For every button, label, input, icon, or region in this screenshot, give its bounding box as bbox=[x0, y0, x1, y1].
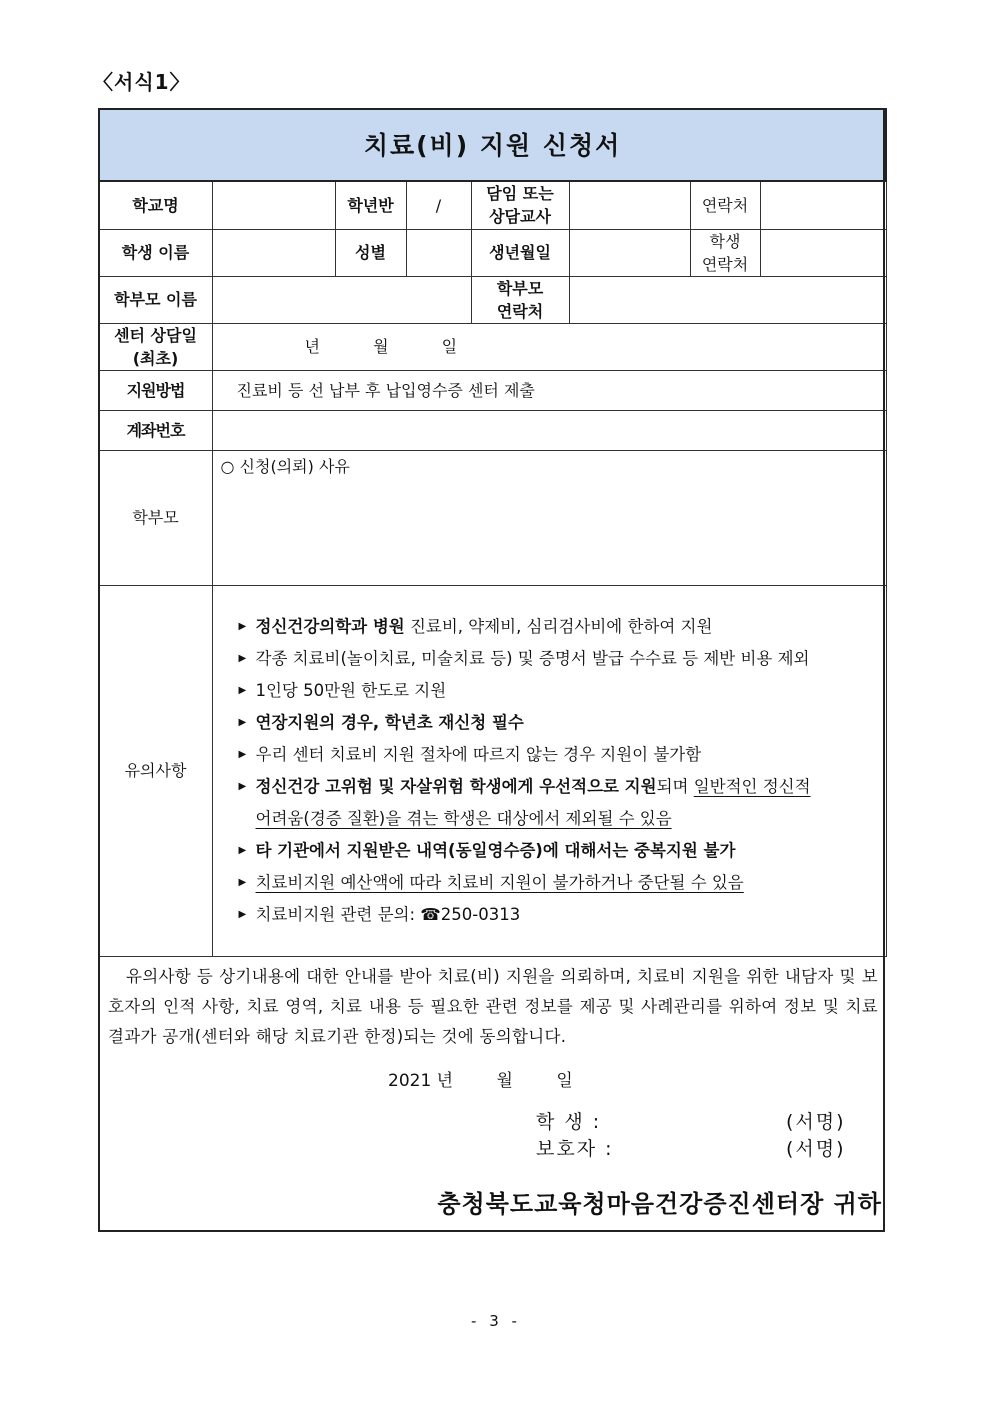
application-day: 일 bbox=[556, 1071, 573, 1091]
triangle-bullet-icon: ▶ bbox=[238, 716, 247, 728]
recipient: 충청북도교육청마음건강증진센터장 귀하 bbox=[437, 1190, 882, 1218]
triangle-bullet-icon: ▶ bbox=[238, 620, 247, 632]
form-label: 〈서식1〉 bbox=[93, 70, 191, 94]
account-number-label: 계좌번호 bbox=[99, 410, 212, 450]
note-item: ▶ 정신건강의학과 병원 진료비, 약제비, 심리검사비에 한하여 지원 bbox=[239, 611, 878, 643]
triangle-bullet-icon: ▶ bbox=[238, 780, 247, 792]
guardian-signature-field[interactable]: (서명) bbox=[786, 1138, 846, 1160]
form-title: 치료(비) 지원 신청서 bbox=[99, 109, 886, 181]
triangle-bullet-icon: ▶ bbox=[238, 908, 247, 920]
gender-label: 성별 bbox=[335, 229, 406, 276]
teacher-label-line1: 담임 또는 bbox=[486, 184, 554, 204]
triangle-bullet-icon: ▶ bbox=[238, 876, 247, 888]
notes-label: 유의사항 bbox=[99, 585, 212, 956]
request-reason-prompt: ○ 신청(의뢰) 사유 bbox=[220, 456, 350, 476]
student-contact-label-line2: 연락처 bbox=[701, 254, 749, 274]
note-item: ▶ 각종 치료비(놀이치료, 미술치료 등) 및 증명서 발급 수수료 등 제반 비용 제외 bbox=[239, 643, 878, 675]
triangle-bullet-icon: ▶ bbox=[238, 844, 247, 856]
consult-month: 월 bbox=[373, 337, 389, 356]
triangle-bullet-icon: ▶ bbox=[238, 748, 247, 760]
school-name-label: 학교명 bbox=[99, 181, 212, 229]
parent-contact-label-line2: 연락처 bbox=[496, 301, 544, 321]
note-item: ▶ 우리 센터 치료비 지원 절차에 따르지 않는 경우 지원이 불가함 bbox=[239, 739, 878, 771]
page-number: - 3 - bbox=[471, 1312, 521, 1330]
note-item: ▶ 타 기관에서 지원받은 내역(동일영수증)에 대해서는 중복지원 불가 bbox=[239, 835, 878, 867]
parent-contact-label-line1: 학부모 bbox=[496, 278, 544, 298]
teacher-label-line2: 상담교사 bbox=[489, 207, 551, 227]
consult-year: 년 bbox=[304, 337, 320, 356]
note-item: ▶ 연장지원의 경우, 학년초 재신청 필수 bbox=[239, 707, 878, 739]
consult-date-label-line1: 센터 상담일 bbox=[114, 325, 197, 345]
grade-class-field[interactable]: / bbox=[406, 181, 471, 229]
note-item: ▶ 치료비지원 예산액에 따라 치료비 지원이 불가하거나 중단될 수 있음 bbox=[239, 867, 878, 899]
student-signature-field[interactable]: (서명) bbox=[786, 1111, 846, 1133]
student-contact-label-line1: 학생 bbox=[709, 231, 741, 251]
form-frame bbox=[98, 108, 885, 1232]
consult-date-label-line2: (최초) bbox=[132, 348, 179, 368]
student-sign-label: 학 생 : bbox=[536, 1111, 602, 1133]
consent-statement: 유의사항 등 상기내용에 대한 안내를 받아 치료(비) 지원을 의뢰하며, 치료비 지원을 위한 내담자 및 보호자의 인적 사항, 치료 영역, 치료 내용 등 필요한 관련 정보를 제공 및 사례관리를 위하여 정보 및 치료결과가 공개(센터와 해당 치료기관 한정)되는 것에 동의합니다. bbox=[108, 967, 878, 1046]
contact-label: 연락처 bbox=[690, 181, 760, 229]
parent-name-label: 학부모 이름 bbox=[99, 276, 212, 323]
application-month: 월 bbox=[496, 1071, 513, 1091]
student-name-label: 학생 이름 bbox=[99, 229, 212, 276]
support-method-label: 지원방법 bbox=[99, 370, 212, 410]
birth-date-label: 생년월일 bbox=[471, 229, 569, 276]
application-date bbox=[388, 1066, 611, 1091]
application-year: 2021 년 bbox=[388, 1071, 454, 1091]
triangle-bullet-icon: ▶ bbox=[238, 652, 247, 664]
grade-class-label: 학년반 bbox=[335, 181, 406, 229]
support-method-value: 진료비 등 선 납부 후 납입영수증 센터 제출 bbox=[212, 370, 886, 410]
guardian-sign-label: 보호자 : bbox=[536, 1138, 614, 1160]
note-item: ▶ 치료비지원 관련 문의: ☎250-0313 bbox=[239, 899, 878, 931]
note-item: ▶ 1인당 50만원 한도로 지원 bbox=[239, 675, 878, 707]
note-item: ▶ 정신건강 고위험 및 자살위험 학생에게 우선적으로 지원되며 일반적인 정신적 어려움(경증 질환)을 겪는 학생은 대상에서 제외될 수 있음 bbox=[239, 771, 878, 835]
triangle-bullet-icon: ▶ bbox=[238, 684, 247, 696]
parent-section-label: 학부모 bbox=[99, 450, 212, 585]
consult-day: 일 bbox=[441, 337, 458, 356]
